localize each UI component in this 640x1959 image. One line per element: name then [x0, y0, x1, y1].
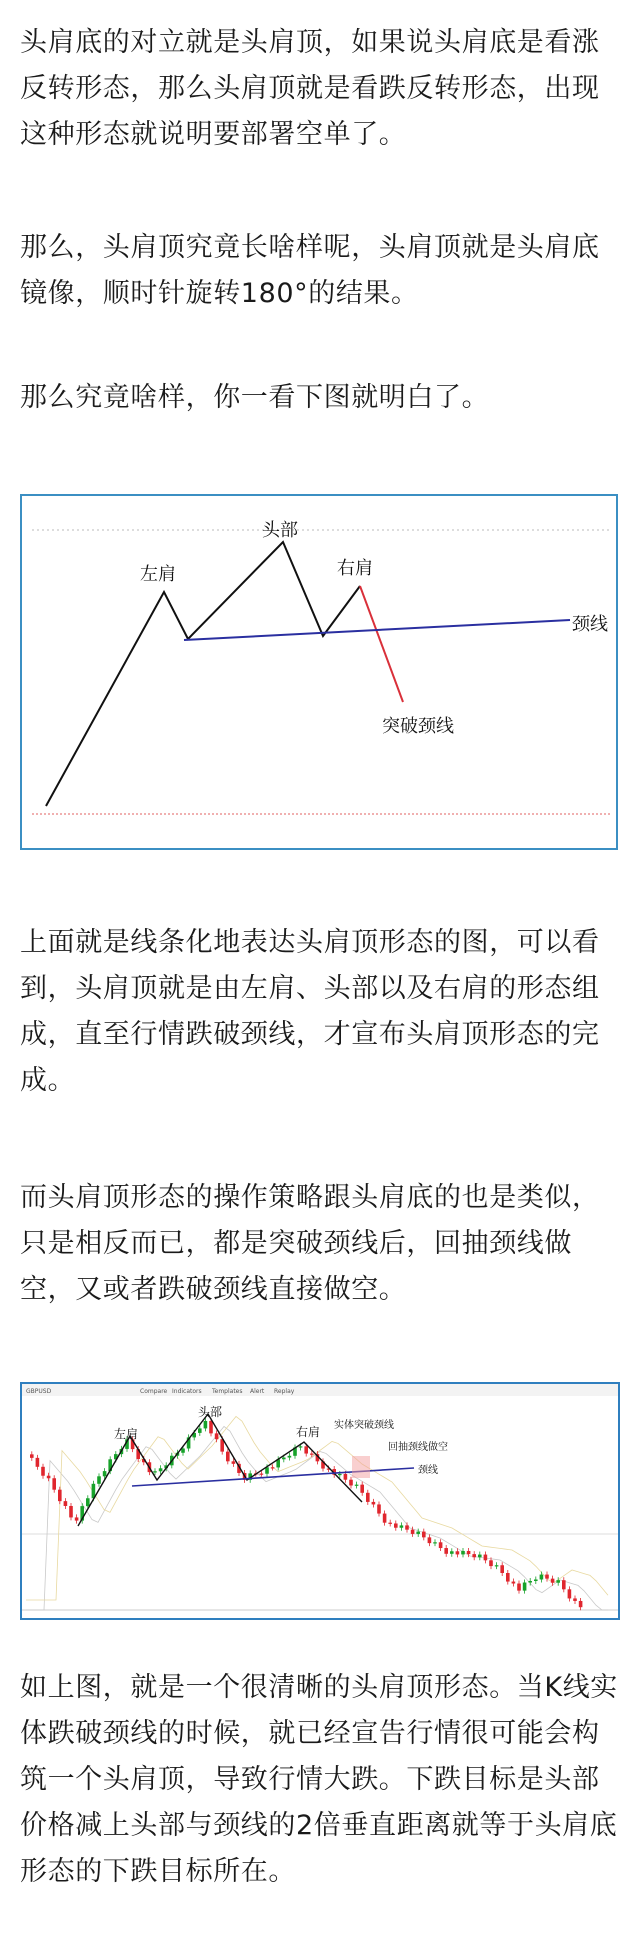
candle-body	[556, 1580, 560, 1583]
candle-body	[103, 1471, 107, 1476]
neckline-label: 颈线	[572, 614, 608, 635]
break-neckline-label: 突破颈线	[382, 716, 454, 737]
candle-body	[545, 1575, 549, 1579]
price-path	[46, 542, 360, 806]
candle-body	[198, 1428, 202, 1432]
head-shoulders-diagram	[20, 494, 618, 850]
candle-body	[528, 1581, 532, 1583]
candle-body	[372, 1502, 376, 1505]
candle-body	[204, 1421, 208, 1428]
candle-body	[388, 1523, 392, 1524]
candle-body	[472, 1554, 476, 1557]
breakdown-line	[360, 586, 403, 702]
head-label: 头部	[262, 520, 298, 541]
candle-body	[47, 1476, 51, 1479]
candle-body	[422, 1532, 426, 1538]
candle-body	[405, 1525, 409, 1529]
candle-body	[226, 1452, 230, 1462]
chart-neckline-label: 颈线	[418, 1465, 438, 1476]
toolbar-indicators[interactable]: Indicators	[172, 1388, 202, 1395]
candle-body	[159, 1468, 163, 1471]
candle-body	[573, 1598, 577, 1601]
candle-body	[209, 1421, 213, 1433]
candle-body	[30, 1454, 34, 1458]
candle-body	[495, 1565, 499, 1566]
candle-body	[377, 1504, 381, 1513]
paragraph-3: 那么究竟啥样，你一看下图就明白了。	[20, 382, 490, 413]
candle-body	[579, 1601, 583, 1607]
chart-left-shoulder: 左肩	[114, 1427, 139, 1441]
paragraph-6: 如上图，就是一个很清晰的头肩顶形态。当K线实体跌破颈线的时候，就已经宣告行情很可能会构筑一个头肩顶，导致行情大跌。下跌目标是头部价格减上头部与颈线的2倍垂直距离就等于头肩底形态的下跌目标所在。	[20, 1672, 618, 1887]
candle-body	[271, 1467, 275, 1468]
toolbar-alert[interactable]: Alert	[250, 1388, 265, 1395]
chart-head: 头部	[198, 1405, 223, 1419]
candlestick-chart-screenshot	[20, 1382, 620, 1620]
candle-body	[456, 1551, 460, 1554]
candle-body	[489, 1560, 493, 1566]
candle-body	[439, 1542, 443, 1548]
candle-body	[540, 1575, 544, 1580]
candle-body	[400, 1525, 404, 1527]
candle-body	[52, 1478, 56, 1489]
moving-average-line	[26, 1416, 608, 1600]
candle-body	[58, 1490, 62, 1501]
candle-body	[215, 1433, 219, 1439]
candle-body	[338, 1474, 342, 1475]
chart-pullback-short: 回抽颈线做空	[388, 1442, 448, 1453]
left-shoulder-label: 左肩	[140, 564, 176, 585]
candle-body	[260, 1474, 264, 1475]
candle-body	[450, 1551, 454, 1554]
candle-body	[523, 1583, 527, 1591]
chart-symbol: GBPUSD	[26, 1388, 52, 1395]
candle-body	[355, 1485, 359, 1486]
neckline-line	[184, 620, 570, 640]
candle-body	[366, 1493, 370, 1502]
right-shoulder-label: 右肩	[337, 558, 373, 579]
candle-body	[153, 1471, 157, 1472]
candle-body	[416, 1532, 420, 1534]
diagram-svg	[22, 496, 616, 848]
candle-body	[36, 1458, 40, 1467]
candle-body	[512, 1582, 516, 1584]
paragraph-4: 上面就是线条化地表达头肩顶形态的图，可以看到，头肩顶就是由左肩、头部以及右肩的形态组成，直至行情跌破颈线，才宣布头肩顶形态的完成。	[20, 927, 600, 1096]
candle-body	[75, 1517, 79, 1520]
candle-body	[568, 1589, 572, 1598]
paragraph-1: 头肩底的对立就是头肩顶，如果说头肩底是看涨反转形态，那么头肩顶就是看跌反转形态，出现这种形态就说明要部署空单了。	[20, 27, 600, 150]
break-highlight	[352, 1456, 370, 1478]
candle-body	[310, 1454, 314, 1455]
candle-body	[86, 1498, 90, 1506]
chart-svg	[22, 1384, 618, 1618]
toolbar-replay[interactable]: Replay	[274, 1388, 295, 1395]
candle-body	[304, 1446, 308, 1453]
toolbar-compare[interactable]: Compare	[140, 1388, 168, 1395]
candle-body	[64, 1501, 68, 1506]
chart-solid-break: 实体突破颈线	[334, 1420, 394, 1431]
toolbar-templates[interactable]: Templates	[212, 1388, 243, 1395]
candle-body	[344, 1474, 348, 1480]
candle-body	[461, 1551, 465, 1554]
candle-body	[433, 1542, 437, 1543]
candle-body	[181, 1448, 185, 1452]
candle-body	[534, 1579, 538, 1581]
candle-body	[282, 1458, 286, 1460]
candle-body	[41, 1467, 45, 1476]
candle-body	[411, 1530, 415, 1534]
candle-body	[517, 1584, 521, 1591]
candle-body	[394, 1523, 398, 1527]
candle-body	[383, 1514, 387, 1523]
candle-body	[299, 1446, 303, 1447]
candle-body	[506, 1573, 510, 1582]
candle-body	[478, 1555, 482, 1558]
candle-body	[500, 1565, 504, 1573]
chart-right-shoulder: 右肩	[296, 1425, 321, 1439]
candle-body	[97, 1476, 101, 1483]
paragraph-5: 而头肩顶形态的操作策略跟头肩底的也是类似，只是相反而已，都是突破颈线后，回抽颈线做空，又或者跌破颈线直接做空。	[20, 1182, 600, 1305]
candle-body	[562, 1580, 566, 1589]
candle-body	[349, 1480, 353, 1486]
candle-body	[288, 1456, 292, 1458]
paragraph-2: 那么，头肩顶究竟长啥样呢，头肩顶就是头肩底镜像，顺时针旋转180°的结果。	[20, 232, 600, 309]
candle-body	[360, 1485, 364, 1493]
candle-body	[467, 1551, 471, 1554]
candle-body	[444, 1548, 448, 1554]
candle-body	[69, 1506, 73, 1517]
candle-body	[551, 1579, 555, 1583]
candle-body	[484, 1555, 488, 1561]
candle-body	[428, 1537, 432, 1543]
candle-body	[232, 1461, 236, 1464]
